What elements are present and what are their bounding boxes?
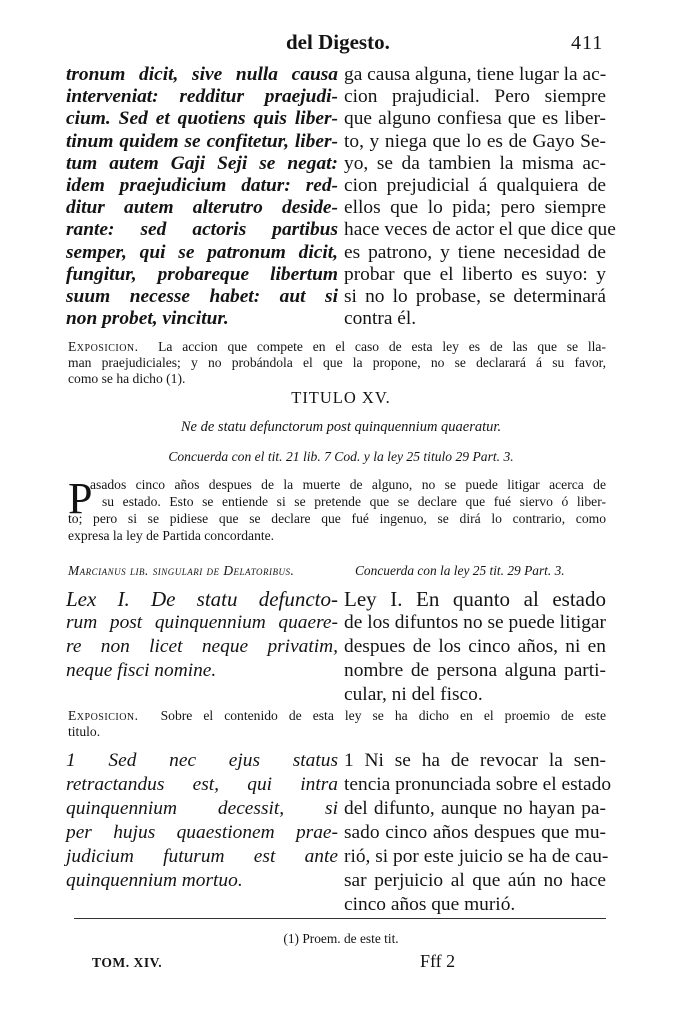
latin-line: per hujus quaestionem prae- [66,822,338,843]
spanish-line: de los difuntos no se puede litigar [344,612,606,633]
summary-line: su estado. Esto se entiende si se pretende que se declare que fué siervo ó liber- [102,494,606,509]
spanish-line: sado cinco años despues que mu- [344,822,606,843]
spanish-line: sar perjuicio al que aún no hace [344,870,606,891]
latin-line: ditur autem alterutro deside- [66,197,338,219]
spanish-line: cinco años que murió. [344,894,516,915]
latin-line: rante: sed actoris partibus [66,219,338,241]
latin-line: quinquennium mortuo. [66,870,243,891]
latin-line: Lex I. De statu defuncto- [66,587,338,611]
spanish-line: despues de los cinco años, ni en [344,636,606,657]
gathering-mark: Fff 2 [420,951,456,971]
summary-line: to; pero si se pidiese que se declare que fué ingenuo, se dirá lo contrario, como [68,511,606,526]
latin-line: tum autem Gaji Seji se negat: [66,152,338,174]
title-rubric: Ne de statu defunctorum post quinquennium quaeratur. [180,419,502,435]
latin-line: tinum quidem se confitetur, liber- [66,130,338,152]
drop-cap: P [68,474,93,523]
exposicion-line [68,708,606,724]
latin-line: quinquennium decessit, si [66,798,338,819]
spanish-line: hace veces de actor el que dice que [344,219,616,241]
latin-line: semper, qui se patronum dicit, [66,241,338,263]
latin-line: cium. Sed et quotiens quis liber- [66,108,338,130]
latin-line: re non licet neque privatim, [66,636,338,657]
source-heading-latin: Marcianus lib. singulari de Delatoribus. [68,563,295,578]
spanish-line: Ley I. En quanto al estado [344,587,606,611]
spanish-line: tencia pronunciada sobre el estado [344,774,612,795]
exposicion-line: titulo. [68,724,101,739]
spanish-line: to, y niega que lo es de Gayo Se- [344,130,606,152]
spanish-line: del difunto, aunque no hayan pa- [344,798,606,819]
source-heading-spanish: Concuerda con la ley 25 tit. 29 Part. 3. [355,563,565,578]
title-summary [68,474,606,557]
summary-line: expresa la ley de Partida concordante. [68,528,275,543]
footnote: (1) Proem. de este tit. [283,931,399,946]
page-number: 411 [571,32,604,54]
spanish-line: contra él. [344,308,417,330]
spanish-line: si no lo probase, se determinará [344,286,606,307]
exposicion-line [68,339,606,355]
latin-line: fungitur, probareque libertum [66,263,338,285]
exposicion-line: como se ha dicho (1). [68,371,186,386]
exposicion-text: Sobre el contenido de esta ley se ha dicho en el proemio de este [160,708,607,723]
running-head-title: del Digesto. [286,30,390,54]
spanish-line: cion prajudicial. Pero siempre [344,86,606,108]
latin-line: judicium futurum est ante [66,846,338,867]
exposicion-line: man praejudiciales; y no probándola el que la propone, no se declarará á su favor, [68,355,606,370]
spanish-line: nombre de persona alguna parti- [344,660,606,681]
latin-line: non probet, vincitur. [66,308,229,330]
latin-line: neque fisci nomine. [66,660,217,681]
concordance-note: Concuerda con el tit. 21 lib. 7 Cod. y la ley 25 titulo 29 Part. 3. [168,449,514,464]
spanish-line: que alguno confiesa que es liber- [344,108,606,130]
latin-line: rum post quinquennium quaere- [66,612,338,633]
latin-line: retractandus est, qui intra [66,774,338,795]
latin-line: interveniat: redditur praejudi- [66,86,338,108]
summary-line: asados cinco años despues de la muerte de alguno, no se puede litigar acerca de [90,477,606,492]
spanish-line: cular, ni del fisco. [344,684,483,705]
spanish-line: cion prejudicial á qualquiera de [344,175,606,196]
latin-line: suum necesse habet: aut si [66,286,338,307]
latin-line: 1 Sed nec ejus status [66,750,338,771]
exposicion-text: La accion que compete en el caso de esta ley es de las que se lla- [158,339,606,354]
latin-line: tronum dicit, sive nulla causa [66,64,338,85]
exposicion-label: Exposicion. [68,708,139,723]
volume-signature: TOM. XIV. [92,955,163,970]
title-heading: TITULO XV. [291,388,391,407]
spanish-line: probar que el liberto es suyo: y [344,263,606,285]
spanish-line: rió, si por este juicio se ha de cau- [344,846,609,867]
footnote-rule [74,918,606,919]
latin-line: idem praejudicium datur: red- [66,175,338,196]
spanish-line: ga causa alguna, tiene lugar la ac- [344,64,607,85]
exposicion-label: Exposicion. [68,339,139,354]
spanish-line: ellos que lo pida; pero siempre [344,197,606,219]
spanish-line: yo, se da tambien la misma ac- [344,152,606,174]
spanish-line: es patrono, y tiene necesidad de [344,241,606,263]
spanish-line: 1 Ni se ha de revocar la sen- [344,750,606,771]
